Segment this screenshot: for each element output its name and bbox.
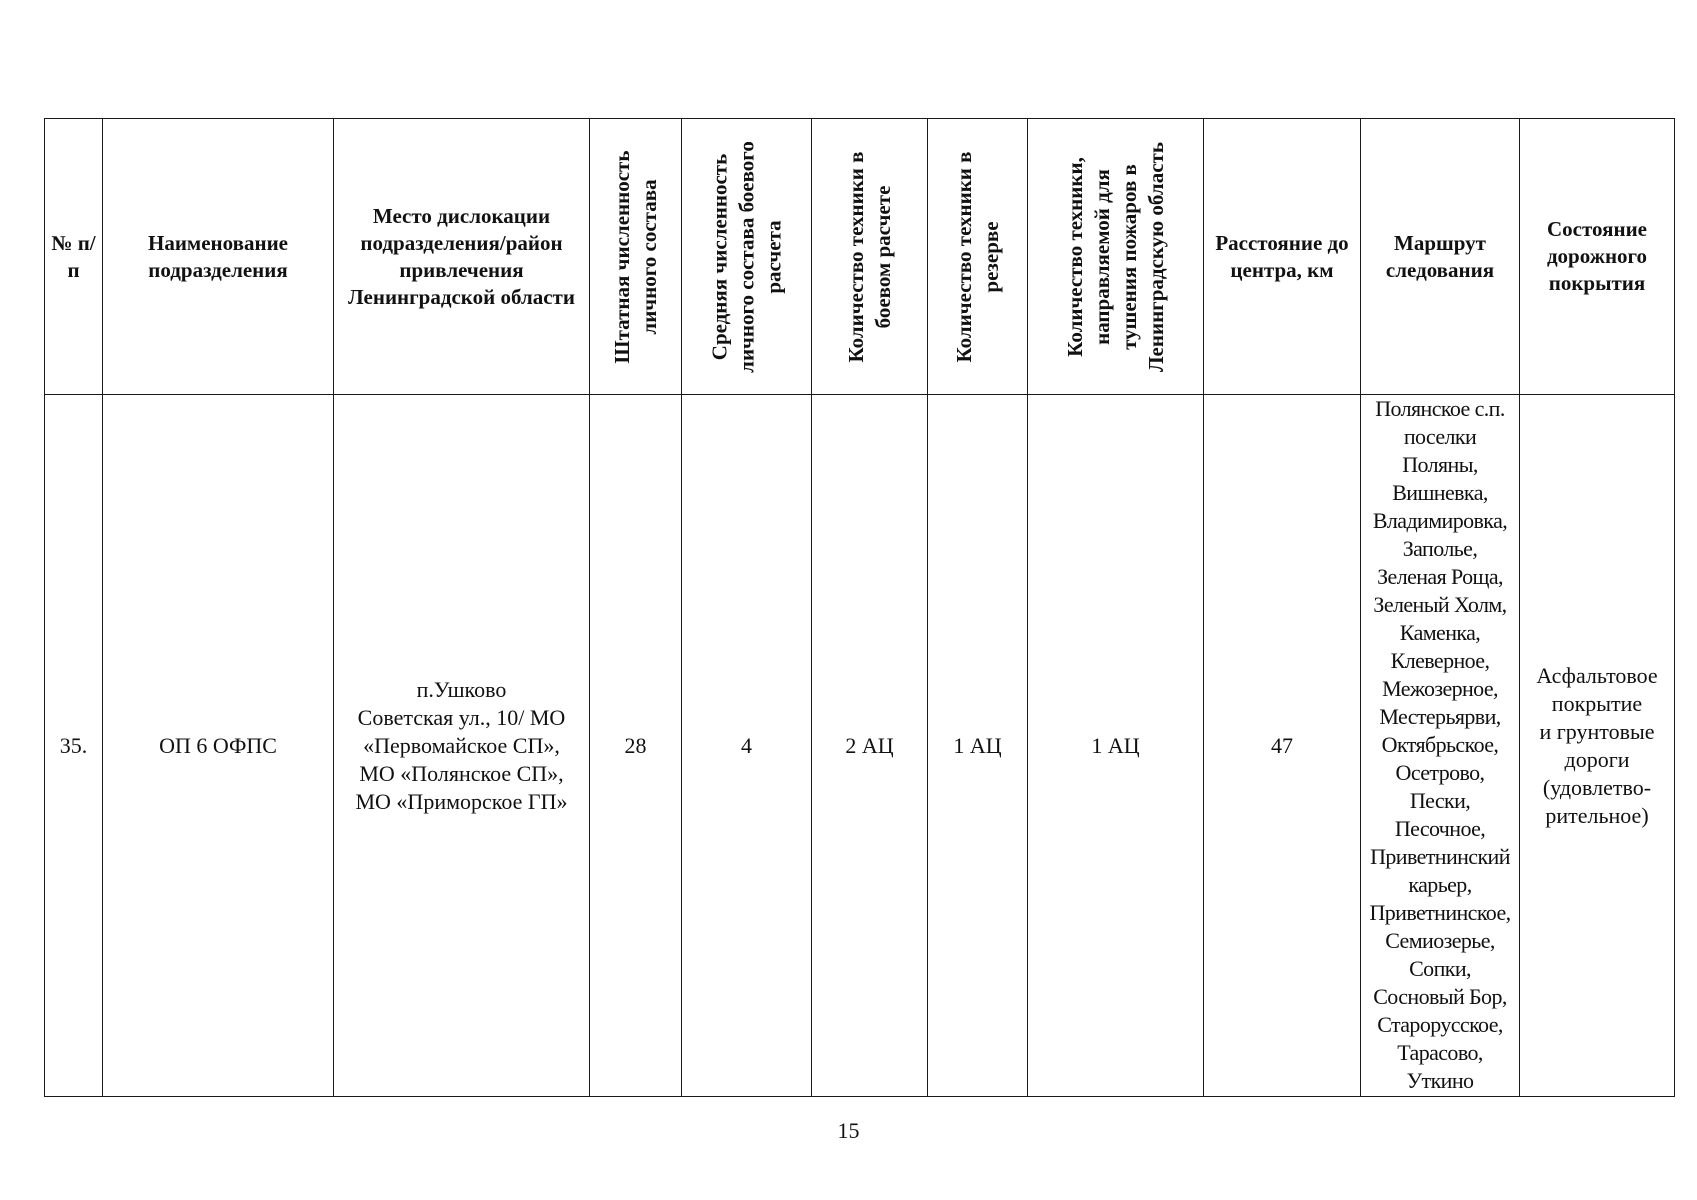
route-item: Сопки,	[1409, 956, 1471, 981]
route-item: Поляны,	[1402, 452, 1478, 477]
route-item: Владимировка,	[1372, 508, 1508, 533]
table-row	[45, 395, 1675, 1097]
route-item: Местерьярви,	[1379, 704, 1501, 729]
road-line: дороги	[1564, 746, 1630, 772]
location-line: «Первомайское СП»,	[363, 732, 560, 758]
header-equipment-sent: Количество техники, направляемой для тушения пожаров в Ленинградскую область	[1028, 119, 1204, 395]
cell-avg-crew: 4	[682, 395, 812, 1097]
header-equipment-combat: Количество техники в боевом расчете	[812, 119, 928, 395]
road-line: рительное)	[1545, 802, 1649, 828]
location-line: Советская ул., 10/ МО	[357, 704, 566, 730]
route-item: Межозерное,	[1382, 676, 1498, 701]
route-item: Полянское с.п.	[1375, 396, 1505, 421]
cell-equipment-sent: 1 АЦ	[1028, 395, 1204, 1097]
cell-route	[1361, 395, 1520, 1097]
road-line: Асфальтовое	[1536, 662, 1658, 688]
location-line: МО «Полянское СП»,	[359, 760, 564, 786]
header-road-condition: Состояние дорожного покрытия	[1520, 119, 1675, 395]
road-line: (удовлетво-	[1542, 774, 1652, 800]
header-location: Место дислокации подразделения/район привлечения Ленинградской области	[334, 119, 590, 395]
header-avg-crew: Средняя численность личного состава боевого расчета	[682, 119, 812, 395]
header-unit-name: Наименование подразделения	[103, 119, 334, 395]
header-num: № п/п	[45, 119, 103, 395]
route-item: Заполье,	[1402, 536, 1478, 561]
route-item: Октябрьское,	[1381, 732, 1499, 757]
route-item: Сосновый Бор,	[1373, 984, 1507, 1009]
page-number: 15	[837, 1118, 860, 1143]
header-route: Маршрут следования	[1361, 119, 1520, 395]
route-item: Зеленый Холм,	[1373, 592, 1507, 617]
route-item: Зеленая Роща,	[1377, 564, 1503, 589]
road-line: и грунтовые	[1539, 718, 1655, 744]
header-distance: Расстояние до центра, км	[1204, 119, 1361, 395]
header-equipment-reserve: Количество техники в резерве	[928, 119, 1028, 395]
header-staff: Штатная численность личного состава	[590, 119, 682, 395]
cell-distance: 47	[1204, 395, 1361, 1097]
route-item: Осетрово,	[1395, 760, 1485, 785]
cell-staff: 28	[590, 395, 682, 1097]
route-item: Семиозерье,	[1385, 928, 1495, 953]
route-item: Старорусское,	[1377, 1012, 1503, 1037]
road-line: покрытие	[1551, 690, 1643, 716]
route-item: Песочное,	[1394, 816, 1486, 841]
cell-road-condition	[1520, 395, 1675, 1097]
route-item: Клеверное,	[1390, 648, 1490, 673]
cell-unit-name: ОП 6 ОФПС	[103, 395, 334, 1097]
header-row	[45, 119, 1675, 395]
cell-num: 35.	[45, 395, 103, 1097]
location-line: п.Ушково	[416, 676, 507, 702]
location-line: МО «Приморское ГП»	[355, 788, 568, 814]
route-item: Уткино	[1406, 1068, 1474, 1093]
route-item: Пески,	[1409, 788, 1471, 813]
route-item: Приветнинский	[1370, 844, 1510, 869]
cell-equipment-combat: 2 АЦ	[812, 395, 928, 1097]
cell-location	[334, 395, 590, 1097]
cell-equipment-reserve: 1 АЦ	[928, 395, 1028, 1097]
fire-units-table	[44, 118, 1675, 1097]
route-item: поселки	[1403, 424, 1477, 449]
route-item: Вишневка,	[1392, 480, 1488, 505]
route-item: Тарасово,	[1397, 1040, 1483, 1065]
route-item: Каменка,	[1399, 620, 1481, 645]
route-item: Приветнинское,	[1369, 900, 1511, 925]
route-item: карьер,	[1408, 872, 1472, 897]
